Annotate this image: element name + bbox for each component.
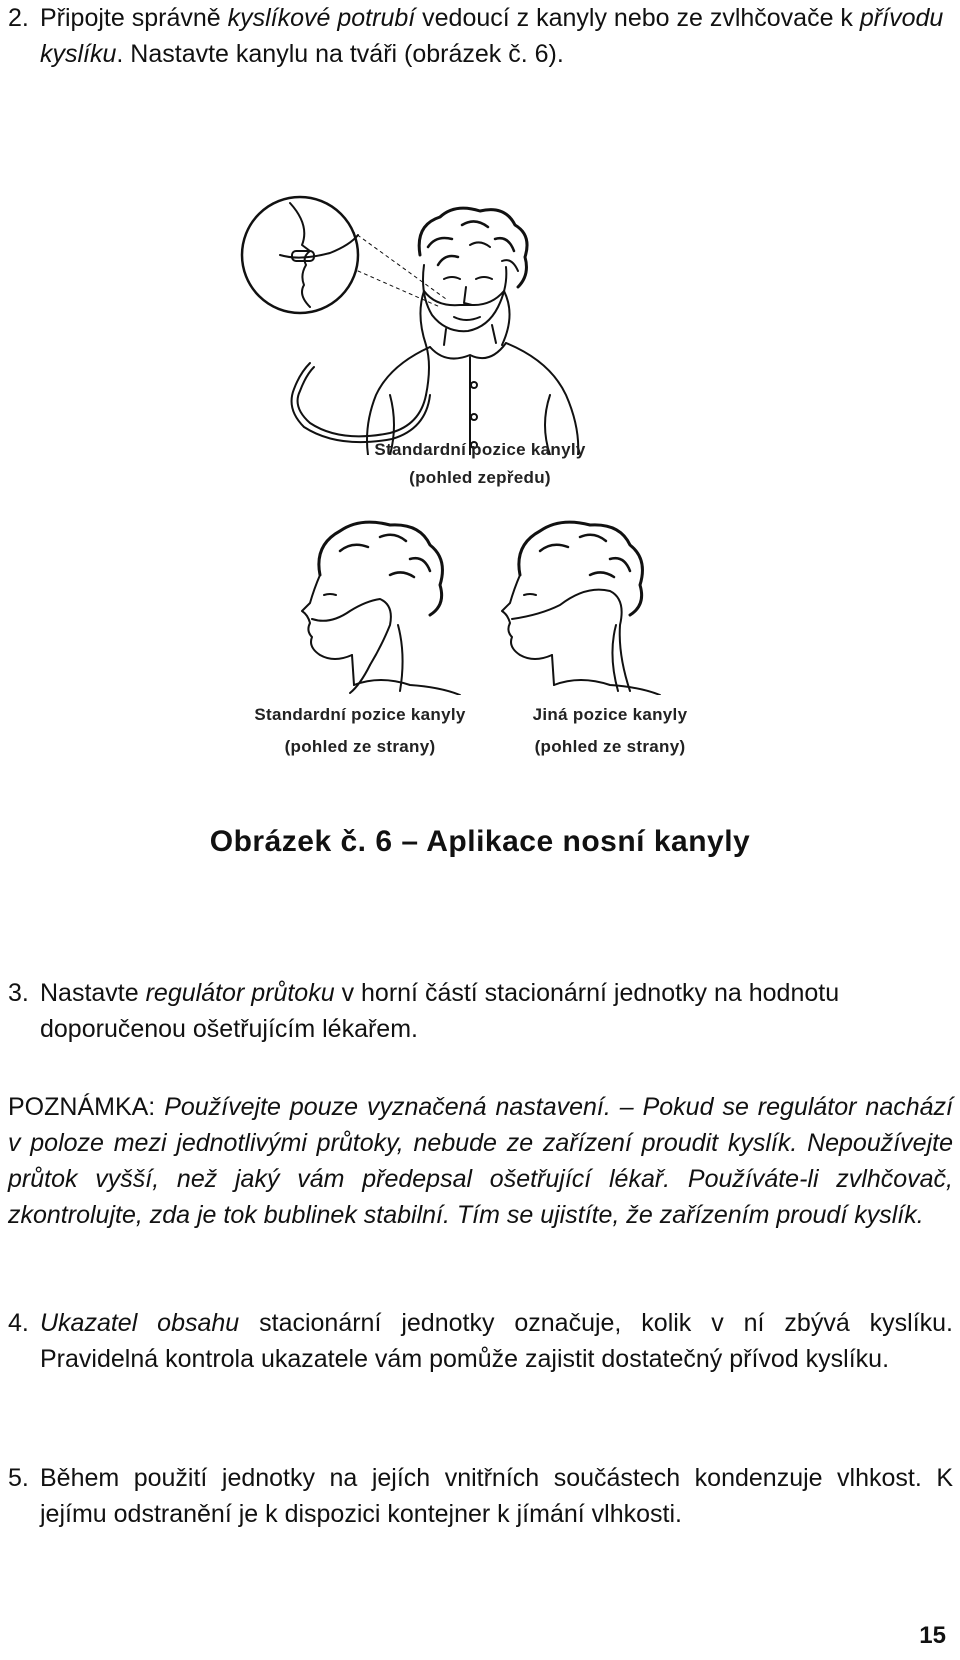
- page-number: 15: [919, 1622, 946, 1649]
- cannula-side-standard-illustration: [290, 515, 470, 695]
- step-3: [8, 975, 953, 1047]
- step-4: [8, 1305, 953, 1377]
- caption-side-alternate-line-2: (pohled ze strany): [534, 737, 686, 756]
- note-label: POZNÁMKA:: [8, 1093, 156, 1121]
- caption-side-standard-line-1: Standardní pozice kanyly: [254, 705, 466, 724]
- step-number: 5.: [8, 1464, 29, 1492]
- caption-front-line-2: (pohled zepředu): [409, 468, 551, 487]
- step-text: Připojte správně kyslíkové potrubí vedoucí z kanyly nebo ze zvlhčovače k přívodu kyslíku. Nastavte kanylu na tváři (obrázek č. 6).: [40, 4, 944, 68]
- caption-side-alternate-line-1: Jiná pozice kanyly: [532, 705, 688, 724]
- step-5: [8, 1460, 953, 1532]
- step-text: Během použití jednotky na jejích vnitřních součástech kondenzuje vlhkost. K jejímu odstranění je k dispozici kontejner k jímání vlhkosti.: [40, 1464, 953, 1528]
- step-number: 4.: [8, 1309, 29, 1337]
- figure-title: Obrázek č. 6 – Aplikace nosní kanyly: [209, 825, 751, 858]
- cannula-front-view-illustration: [240, 195, 690, 455]
- note-paragraph: [8, 1089, 953, 1233]
- cannula-side-alternate-illustration: [490, 515, 670, 695]
- step-2: [8, 0, 953, 72]
- caption-side-standard-line-2: (pohled ze strany): [284, 737, 436, 756]
- step-text: Nastavte regulátor průtoku v horní částí stacionární jednotky na hodnotu doporučenou ošetřujícím lékařem.: [40, 979, 840, 1043]
- note-text: Používejte pouze vyznačená nastavení. – Pokud se regulátor nachází v poloze mezi jednotlivými průtoky, nebude ze zařízení proudit kyslík. Nepoužívejte průtok vyšší, než jaký vám předepsal ošetřující lékař. Používáte-li zvlhčovač, zkontrolujte, zda je tok bublinek stabilní. Tím se ujistíte, že zařízením proudí kyslík.: [8, 1093, 953, 1229]
- step-number: 2.: [8, 4, 29, 32]
- step-number: 3.: [8, 979, 29, 1007]
- step-text: Ukazatel obsahu stacionární jednotky označuje, kolik v ní zbývá kyslíku. Pravidelná kontrola ukazatele vám pomůže zajistit dostatečný přívod kyslíku.: [40, 1309, 953, 1373]
- caption-front-line-1: Standardní pozice kanyly: [374, 440, 586, 459]
